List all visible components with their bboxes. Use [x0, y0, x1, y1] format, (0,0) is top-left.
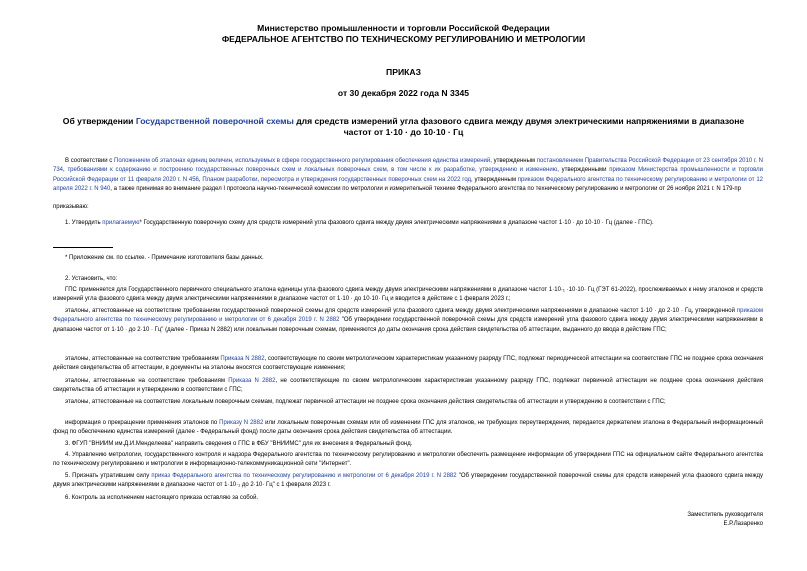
item-2-para-3: эталоны, аттестованные на соответствие требованиям Приказа N 2882, соответствующие по своим метрологическим характеристикам указанному разряду ГПС, подлежат периодической аттестации на соответствие ГПС не позднее срока окончания действия свидетельства об аттестации, в документы на эталоны вносятся соответствующие изменения;: [53, 356, 763, 372]
item-2-para-2: эталоны, аттестованные на соответствие требованиям государственной поверочной схемы для средств измерений угла фазового сдвига между двумя электрическими напряжениями в диапазоне частот 1·10 · до 2·10 · Гц, утвержденной приказом Федерального агентства по техническому регулированию и метрологии от 6 декабря 2019 г. N 2882 "Об утверждении государственной поверочной схемы для средств измерений угла фазового сдвига между двумя электрическими напряжениями в диапазоне частот от 1·10 · до 2·10 · Гц" (далее - Приказ N 2882) или локальным поверочным схемам, применяются до даты окончания срока действия свидетельства об аттестации, выданного до ввода в действие ГПС;: [53, 308, 763, 333]
item-2-para-4: эталоны, аттестованные на соответствие требованиям Приказа N 2882, не соответствующие по своим метрологическим характеристикам указанному разряду ГПС, подлежат первичной аттестации не позднее срока окончания действия свидетельства об аттестации и утверждению в соответствии с ГПС;: [53, 378, 763, 394]
intro-link-3[interactable]: требованиями к содержанию и построению государственных поверочных схем и локальных поверочных схем, в том числе к их разработке, утверждению и изменению: [67, 167, 558, 174]
order-word: приказываю:: [53, 204, 89, 210]
signatory-name: Е.Р.Лазаренко: [723, 521, 763, 527]
order-2882-link-4[interactable]: Приказу N 2882: [219, 420, 264, 426]
order-2882-link-3[interactable]: Приказа N 2882: [228, 378, 276, 384]
signatory-position: Заместитель руководителя: [687, 512, 763, 518]
item-4: 4. Управлению метрологии, государственного контроля и надзора Федерального агентства по техническому регулированию и метрологии обеспечить размещение информации об утверждении ГПС на официальном сайте Федерального агентства по техническому регулированию и метрологии в информационно-телекоммуникационной сети "Интернет".: [53, 452, 763, 468]
intro-link-6[interactable]: приказом Федерального агентства по техническому регулированию и метрологии от 12 апреля 2022 г. N 940: [53, 176, 763, 192]
footnote: * Приложение см. по ссылке. - Примечание изготовителя базы данных.: [65, 255, 264, 261]
document-header: [0, 23, 807, 45]
item-2-heading: 2. Установить, что:: [65, 276, 118, 282]
intro-link-1[interactable]: Положением об эталонах единиц величин, используемых в сфере государственного регулирования обеспечения единства измерений: [114, 158, 491, 164]
document-type: ПРИКАЗ: [386, 67, 421, 77]
item-2-para-6: информация о прекращении применения эталонов по Приказу N 2882 или локальным поверочным схемам или об изменении ГПС для эталонов, не требующих переутверждения, передается держателем эталона в Федеральный информационный фонд по обеспечению единства измерений (далее - Федеральный фонд) после даты окончания срока действия свидетельства об аттестации.: [53, 420, 763, 436]
document-title: Об утверждении Государственной поверочной схемы для средств измерений угла фазового сдвига между двумя электрическими напряжениями в диапазоне частот от 1·10 · до 10·10 · Гц: [62, 116, 745, 137]
intro-paragraph: В соответствии с Положением об эталонах единиц величин, используемых в сфере государственного регулирования обеспечения единства измерений, утвержденным постановлением Правительства Российской Федерации от 23 сентября 2010 г. N 734, требованиями к содержанию и построению государственных поверочных схем и локальных поверочных схем, в том числе к их разработке, утверждению и изменению, утвержденными приказом Министерства промышленности и торговли Российской Федерации от 11 февраля 2020 г. N 456, Планом разработки, пересмотра и утверждения государственных поверочных схем на 2022 год, утвержденным приказом Федерального агентства по техническому регулированию и метрологии от 12 апреля 2022 г. N 940, а также принимая во внимание раздел I протокола научно-технической комиссии по метрологии и измерительной технике Федерального агентства по техническому регулированию и метрологии от 26 ноября 2021 г. N 179-пр: [53, 158, 763, 192]
item-2-para-5: эталоны, аттестованные на соответствие локальным поверочным схемам, подлежат первичной аттестации не позднее срока окончания действия свидетельства об аттестации и утверждению в соответствии с ГПС;: [65, 399, 666, 405]
item-3: 3. ФГУП "ВНИИМ им.Д.И.Менделеева" направить сведения о ГПС в ФБУ "ВНИИМС" для их внесения в Федеральный фонд.: [65, 441, 413, 447]
intro-link-2[interactable]: постановлением Правительства Российской Федерации от 23 сентября 2010 г. N 734: [53, 158, 763, 174]
order-2882-link-2[interactable]: Приказа N 2882: [220, 356, 265, 362]
item-1: 1. Утвердить прилагаемую* Государственную поверочную схему для средств измерений угла фазового сдвига между двумя электрическими напряжениями в диапазоне частот 1·10 · до 10·10 · Гц (далее - ГПС).: [65, 220, 654, 226]
order-2882-link-1[interactable]: приказом Федерального агентства по техническому регулированию и метрологии от 6 декабря 2019 г. N 2882: [53, 308, 763, 324]
item-5: 5. Признать утратившим силу приказ Федерального агентства по техническому регулированию и метрологии от 6 декабря 2019 г. N 2882 "Об утверждении государственной поверочной схемы для средств измерений угла фазового сдвига между двумя электрическими напряжениями в диапазоне частот от 1·10·₁ до 2·10· Гц" с 1 февраля 2023 г.: [53, 473, 763, 489]
appendix-link[interactable]: прилагаемую: [102, 220, 140, 226]
signature-block: [687, 511, 763, 529]
document-date: от 30 декабря 2022 года N 3345: [337, 88, 470, 98]
title-link[interactable]: Государственной поверочной схемы: [135, 116, 294, 126]
agency-name: ФЕДЕРАЛЬНОЕ АГЕНТСТВО ПО ТЕХНИЧЕСКОМУ РЕГУЛИРОВАНИЮ И МЕТРОЛОГИИ: [221, 34, 586, 44]
ministry-name: Министерство промышленности и торговли Российской Федерации: [257, 23, 550, 33]
intro-link-4[interactable]: приказом Министерства промышленности и торговли Российской Федерации от 11 февраля 2020 г. N 456: [53, 167, 763, 183]
repealed-order-link[interactable]: приказ Федерального агентства по техническому регулированию и метрологии от 6 декабря 2019 г. N 2882: [151, 473, 457, 479]
footnote-divider: [53, 247, 113, 248]
item-6: 6. Контроль за исполнением настоящего приказа оставляю за собой.: [65, 495, 259, 501]
intro-link-5[interactable]: Планом разработки, пересмотра и утверждения государственных поверочных схем на 2022 год: [202, 176, 472, 183]
item-2-para-1: ГПС применяется для Государственного первичного специального эталона единицы угла фазового сдвига между двумя электрическими напряжениями в диапазоне частот 1·10·₁ ·10·10· Гц (ГЭТ 61-2022), прослеживаемых к нему эталонов и средств измерений угла фазового сдвига между двумя электрическими напряжениями в диапазоне частот от 1·10 · до 10·10· Гц и вводится в действие с 1 февраля 2023 г.;: [53, 287, 763, 303]
